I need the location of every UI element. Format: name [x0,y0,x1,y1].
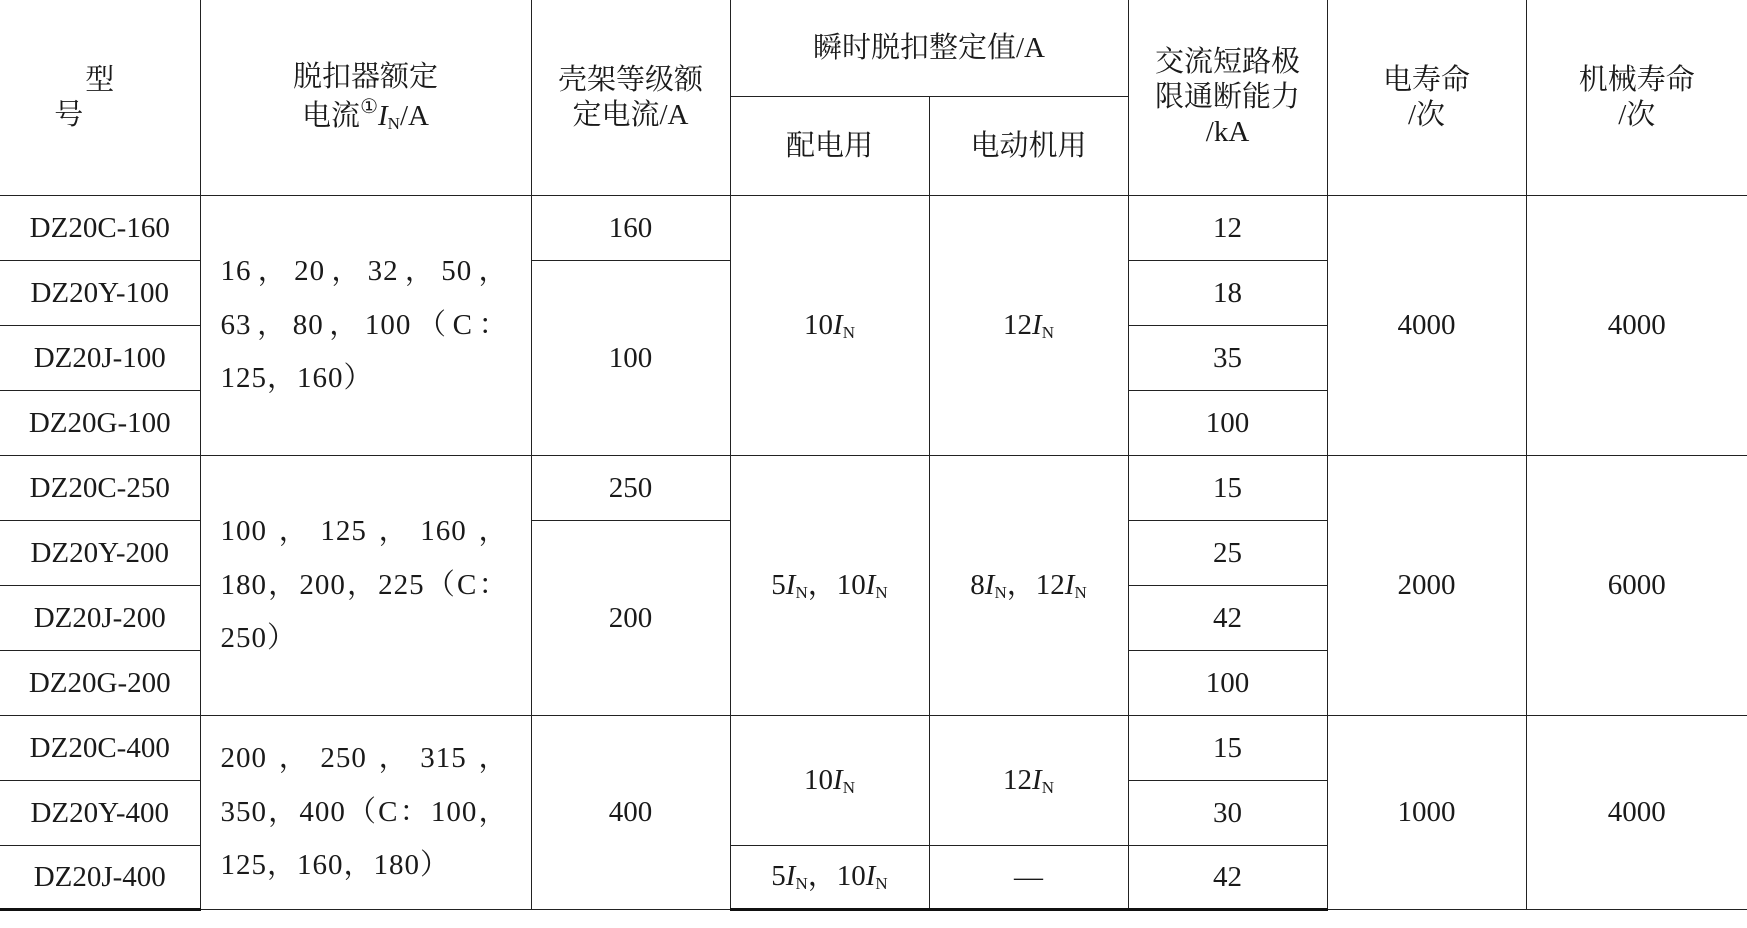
model-cell: DZ20Y-100 [0,261,200,326]
header-motor-label: 电动机用 [970,129,1087,162]
header-electrical-life [1327,0,1526,196]
rated-current-cell [200,456,531,716]
formula-coefficient: 12 [1003,763,1033,796]
header-breaking-capacity [1128,0,1327,196]
header-instant-trip [730,0,1128,97]
header-mechanical-life [1526,0,1747,196]
model-cell: DZ20C-400 [0,716,200,781]
header-distribution-label: 配电用 [785,129,873,162]
rated-current-values: 100，125，160，180，200，225（C：250） [220,515,509,655]
electrical-life-cell: 4000 [1327,196,1526,456]
electrical-life-cell: 1000 [1327,716,1526,910]
formula-subscript: N [875,582,888,602]
header-rated-current [200,0,531,196]
frame-current-cell: 200 [531,521,730,716]
instant-distribution-cell [730,456,929,716]
formula-separator: ， [1006,568,1036,601]
formula-symbol: I [785,568,796,601]
formula-symbol: I [833,763,843,796]
breaking-capacity-cell: 18 [1128,261,1327,326]
breaking-capacity-cell: 30 [1128,781,1327,846]
header-frame-line2: 定电流/A [572,98,689,131]
instant-motor-cell [929,196,1128,456]
formula-subscript: N [1074,582,1087,602]
model-cell: DZ20J-100 [0,326,200,391]
header-elec-life-line2: /次 [1407,98,1446,131]
header-frame-line1: 壳架等级额 [557,63,703,96]
formula-subscript: N [842,322,855,342]
frame-current-cell: 400 [531,716,730,910]
formula-coefficient: 5 [771,860,786,893]
frame-current-cell: 100 [531,261,730,456]
model-cell: DZ20J-200 [0,586,200,651]
header-rated-current-line1: 脱扣器额定 [292,61,438,94]
header-distribution [730,97,929,196]
electrical-life-cell: 2000 [1327,456,1526,716]
breaking-capacity-cell: 42 [1128,586,1327,651]
frame-current-cell: 250 [531,456,730,521]
header-rated-current-line2: 电流 [302,100,361,133]
formula-symbol: I [1032,308,1042,341]
formula-symbol: I [833,308,843,341]
header-instant-trip-label: 瞬时脱扣整定值/A [813,31,1046,64]
formula-subscript: N [1041,322,1054,342]
header-breaking-line1: 交流短路极 [1155,46,1301,79]
breaking-capacity-cell: 35 [1128,326,1327,391]
header-model-label: 型号 [54,63,177,131]
formula-symbol: I [984,568,995,601]
breaking-capacity-cell: 42 [1128,846,1327,910]
formula-subscript: N [875,874,888,894]
formula-coefficient: 8 [970,568,985,601]
instant-motor-cell [929,716,1128,846]
header-breaking-line2: 限通断能力 [1155,81,1301,114]
formula-subscript: N [1041,777,1054,797]
header-frame-current [531,0,730,196]
header-rated-current-unit: /A [399,100,429,133]
header-breaking-line3: /kA [1205,115,1250,148]
formula-symbol: I [865,860,876,893]
formula-separator: ， [807,568,837,601]
breaking-capacity-cell: 25 [1128,521,1327,586]
model-cell: DZ20C-250 [0,456,200,521]
instant-distribution-cell [730,846,929,910]
rated-current-cell [200,196,531,456]
formula-symbol: I [1064,568,1075,601]
header-model [0,0,200,196]
footnote-marker: ① [360,96,378,119]
formula-subscript: N [795,582,808,602]
breaking-capacity-cell: 15 [1128,716,1327,781]
current-subscript: N [387,114,400,134]
header-elec-life-line1: 电寿命 [1383,63,1471,96]
model-cell: DZ20G-200 [0,651,200,716]
instant-motor-cell: — [929,846,1128,910]
formula-symbol: I [785,860,796,893]
formula-coefficient: 10 [804,763,834,796]
header-motor [929,97,1128,196]
instant-distribution-cell [730,196,929,456]
formula-coefficient: 12 [1003,308,1033,341]
formula-coefficient: 10 [836,860,866,893]
current-symbol: I [378,100,388,133]
formula-subscript: N [795,874,808,894]
header-mech-life-line2: /次 [1618,98,1656,131]
breaking-capacity-cell: 12 [1128,196,1327,261]
model-cell: DZ20G-100 [0,391,200,456]
rated-current-cell [200,716,531,910]
formula-symbol: I [1032,763,1042,796]
mechanical-life-cell: 6000 [1526,456,1747,716]
model-cell: DZ20C-160 [0,196,200,261]
frame-current-cell: 160 [531,196,730,261]
mechanical-life-cell: 4000 [1526,196,1747,456]
formula-symbol: I [865,568,876,601]
formula-coefficient: 10 [804,308,834,341]
model-cell: DZ20Y-400 [0,781,200,846]
header-mech-life-line1: 机械寿命 [1578,63,1695,96]
rated-current-values: 200，250，315，350，400（C：100，125，160，180） [220,742,509,882]
breaking-capacity-cell: 100 [1128,391,1327,456]
formula-separator: ， [807,860,837,893]
mechanical-life-cell: 4000 [1526,716,1747,910]
breaking-capacity-cell: 100 [1128,651,1327,716]
model-cell: DZ20J-400 [0,846,200,910]
formula-coefficient: 12 [1035,568,1065,601]
formula-subscript: N [842,777,855,797]
instant-distribution-cell [730,716,929,846]
model-cell: DZ20Y-200 [0,521,200,586]
breaking-capacity-cell: 15 [1128,456,1327,521]
instant-motor-cell [929,456,1128,716]
formula-subscript: N [994,582,1007,602]
formula-coefficient: 10 [836,568,866,601]
formula-coefficient: 5 [771,568,786,601]
rated-current-values: 16，20，32，50，63，80，100（C：125，160） [220,255,509,395]
